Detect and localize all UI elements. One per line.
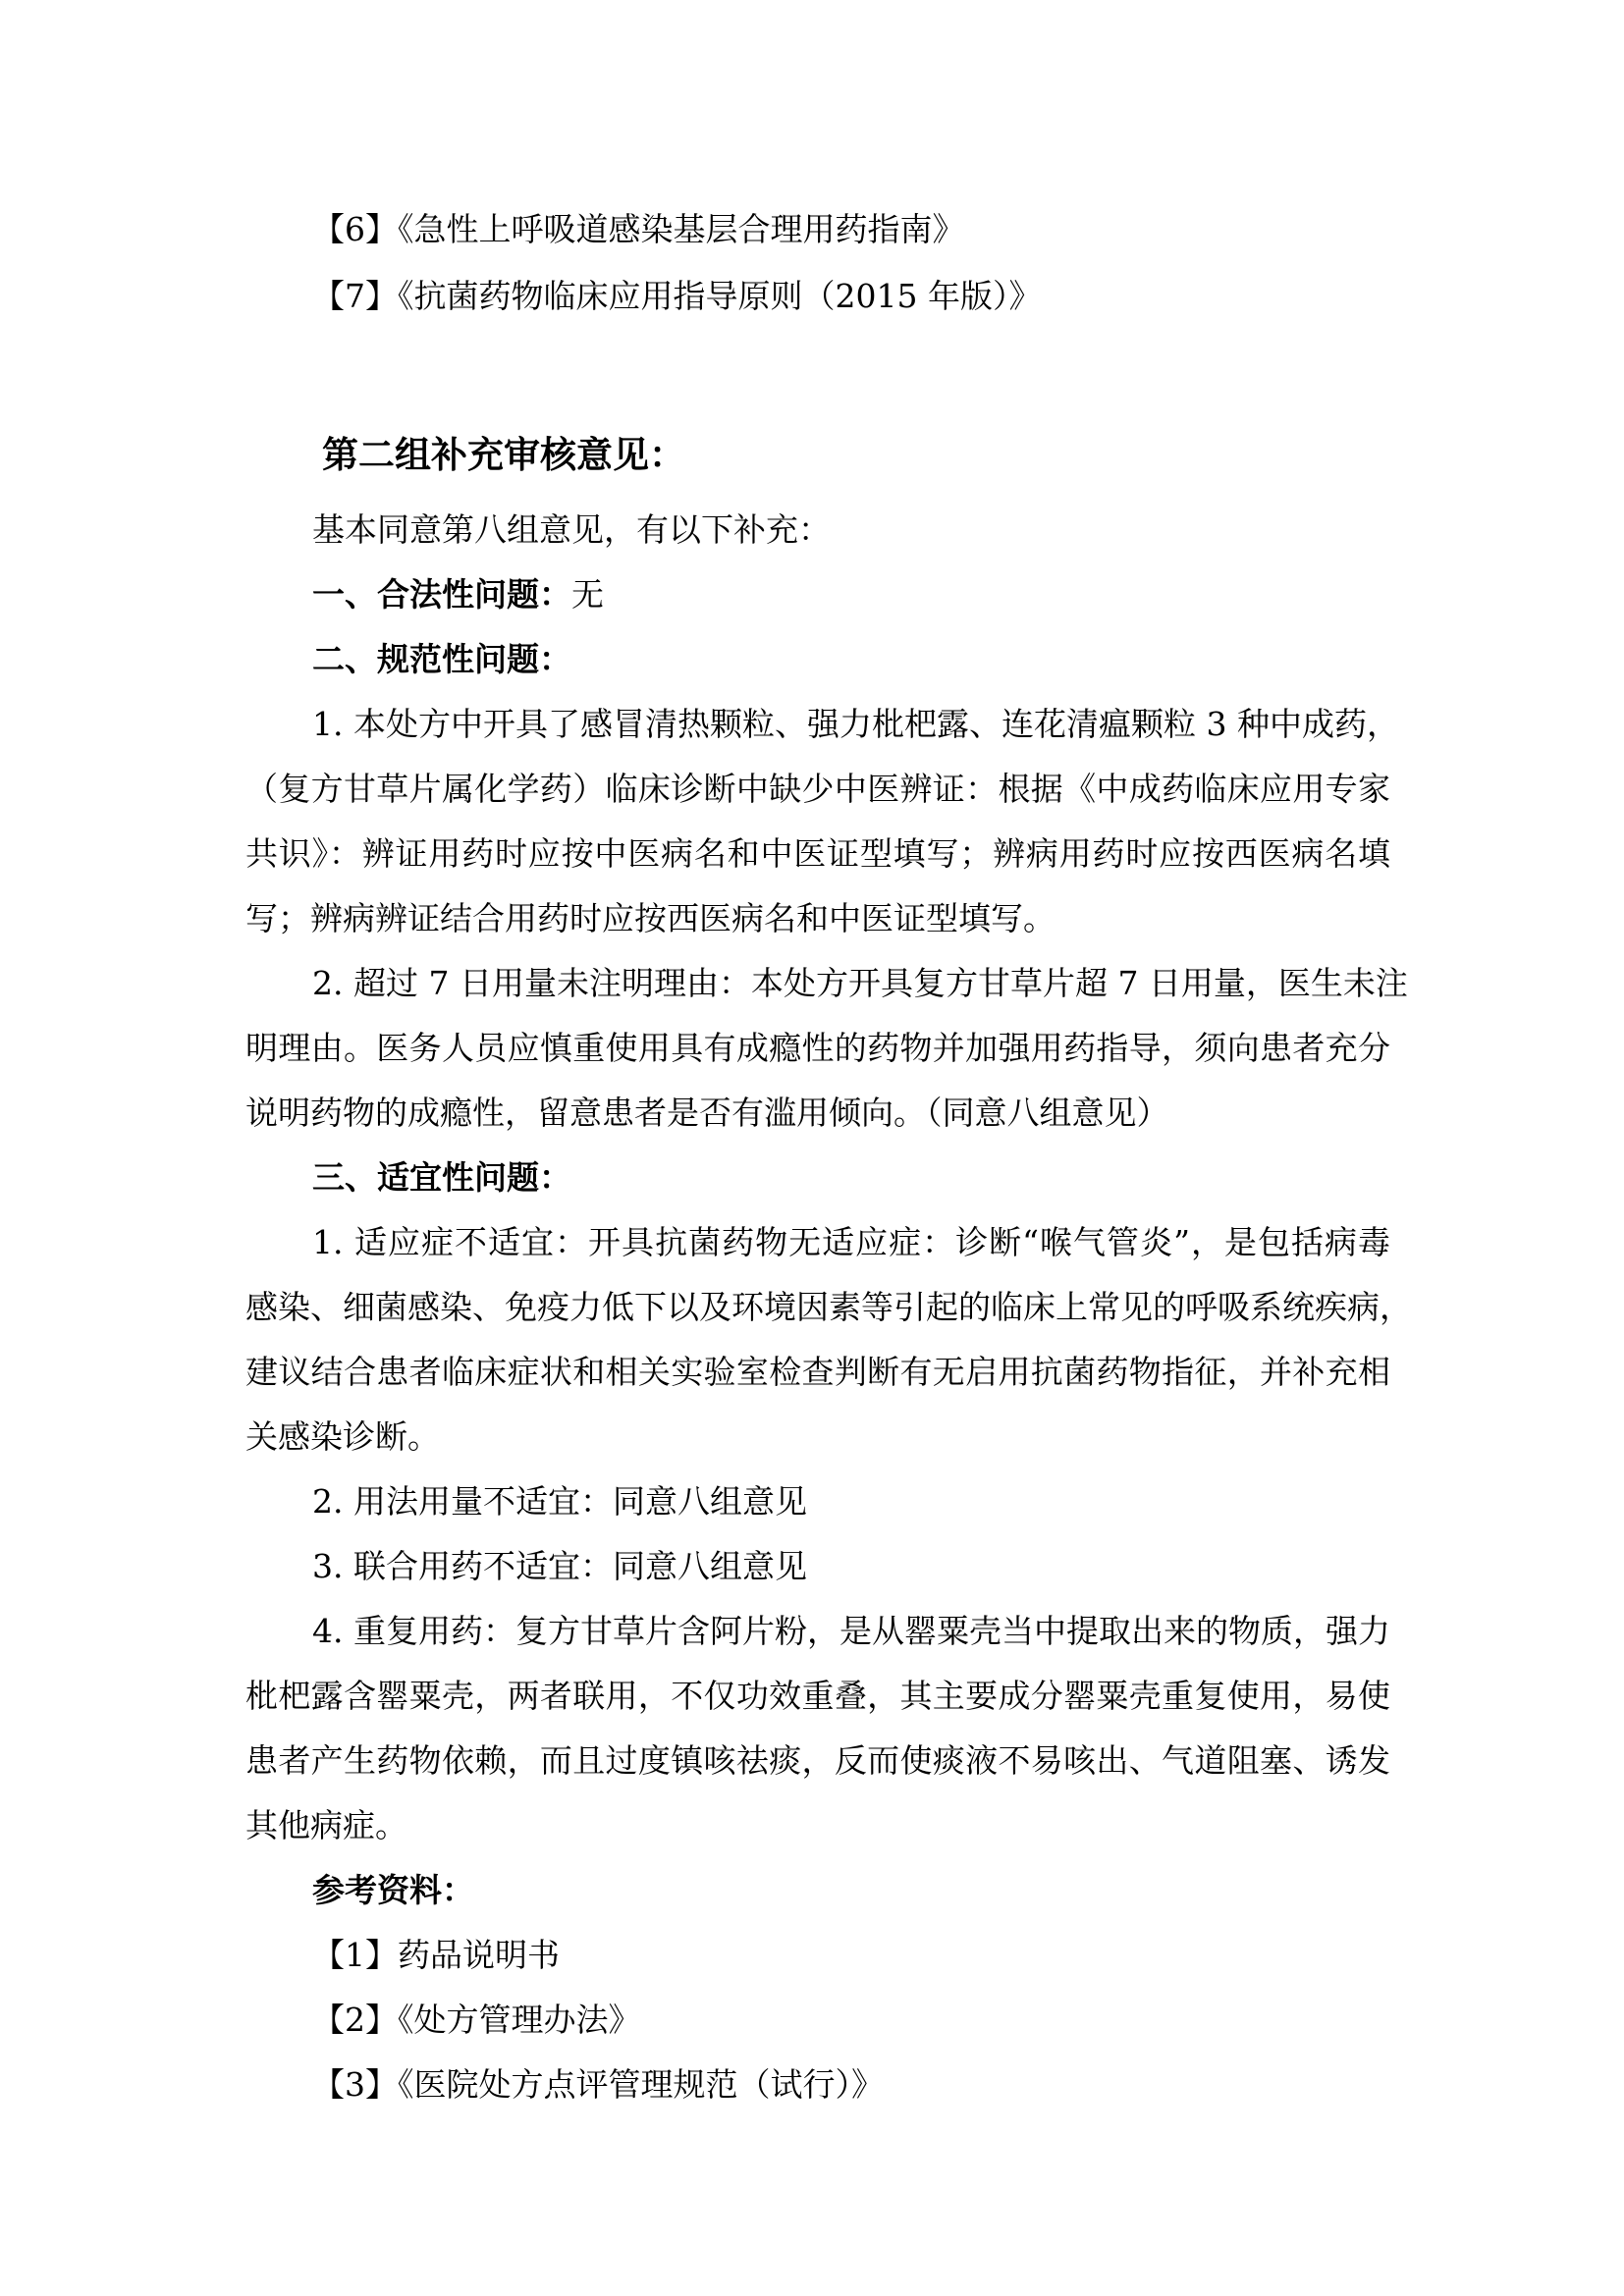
norm-heading: 二、规范性问题： — [312, 640, 571, 678]
paragraph-line: 共识》：辨证用药时应按中医病名和中医证型填写；辨病用药时应按西医病名填 — [245, 834, 1390, 873]
paragraph-line: 患者产生药物依赖，而且过度镇咳祛痰，反而使痰液不易咳出、气道阻塞、诱发 — [245, 1741, 1390, 1780]
reference-item: 【1】药品说明书 — [312, 1936, 560, 1974]
paragraph-line: （复方甘草片属化学药）临床诊断中缺少中医辨证：根据《中成药临床应用专家 — [245, 770, 1390, 808]
refs-heading: 参考资料： — [312, 1871, 474, 1909]
paragraph-line: 其他病症。 — [245, 1806, 407, 1844]
paragraph-line: 1. 本处方中开具了感冒清热颗粒、强力枇杷露、连花清瘟颗粒 3 种中成药， — [312, 705, 1399, 743]
paragraph-line: 感染、细菌感染、免疫力低下以及环境因素等引起的临床上常见的呼吸系统疾病， — [245, 1288, 1412, 1326]
paragraph-line: 明理由。医务人员应慎重使用具有成瘾性的药物并加强用药指导，须向患者充分 — [245, 1029, 1390, 1067]
paragraph-line: 3. 联合用药不适宜：同意八组意见 — [312, 1547, 807, 1585]
suit-heading: 三、适宜性问题： — [312, 1158, 571, 1197]
reference-item: 【2】《处方管理办法》 — [312, 2001, 641, 2039]
paragraph-line: 2. 用法用量不适宜：同意八组意见 — [312, 1482, 807, 1521]
paragraph-line: 2. 超过 7 日用量未注明理由：本处方开具复方甘草片超 7 日用量，医生未注 — [312, 964, 1408, 1002]
legality-line — [312, 575, 1390, 614]
reference-item: 【6】《急性上呼吸道感染基层合理用药指南》 — [312, 210, 965, 248]
paragraph-line: 说明药物的成瘾性，留意患者是否有滥用倾向。（同意八组意见） — [245, 1094, 1169, 1132]
intro-text: 基本同意第八组意见，有以下补充： — [312, 510, 831, 549]
paragraph-line: 关感染诊断。 — [245, 1417, 440, 1456]
paragraph-line: 1. 适应症不适宜：开具抗菌药物无适应症：诊断“喉气管炎”，是包括病毒 — [312, 1223, 1390, 1261]
paragraph-line: 建议结合患者临床症状和相关实验室检查判断有无启用抗菌药物指征，并补充相 — [245, 1353, 1390, 1391]
paragraph-line: 枇杷露含罂粟壳，两者联用，不仅功效重叠，其主要成分罂粟壳重复使用，易使 — [245, 1677, 1390, 1715]
section-title: 第二组补充审核意见： — [322, 434, 685, 476]
paragraph-line: 4. 重复用药：复方甘草片含阿片粉，是从罂粟壳当中提取出来的物质，强力 — [312, 1612, 1390, 1650]
legality-label: 一、合法性问题： — [312, 575, 571, 614]
paragraph-line: 写；辨病辨证结合用药时应按西医病名和中医证型填写。 — [245, 899, 1056, 937]
legality-value: 无 — [571, 575, 604, 614]
reference-item: 【3】《医院处方点评管理规范（试行）》 — [312, 2065, 884, 2104]
reference-item: 【7】《抗菌药物临床应用指导原则（2015 年版）》 — [312, 277, 1042, 315]
